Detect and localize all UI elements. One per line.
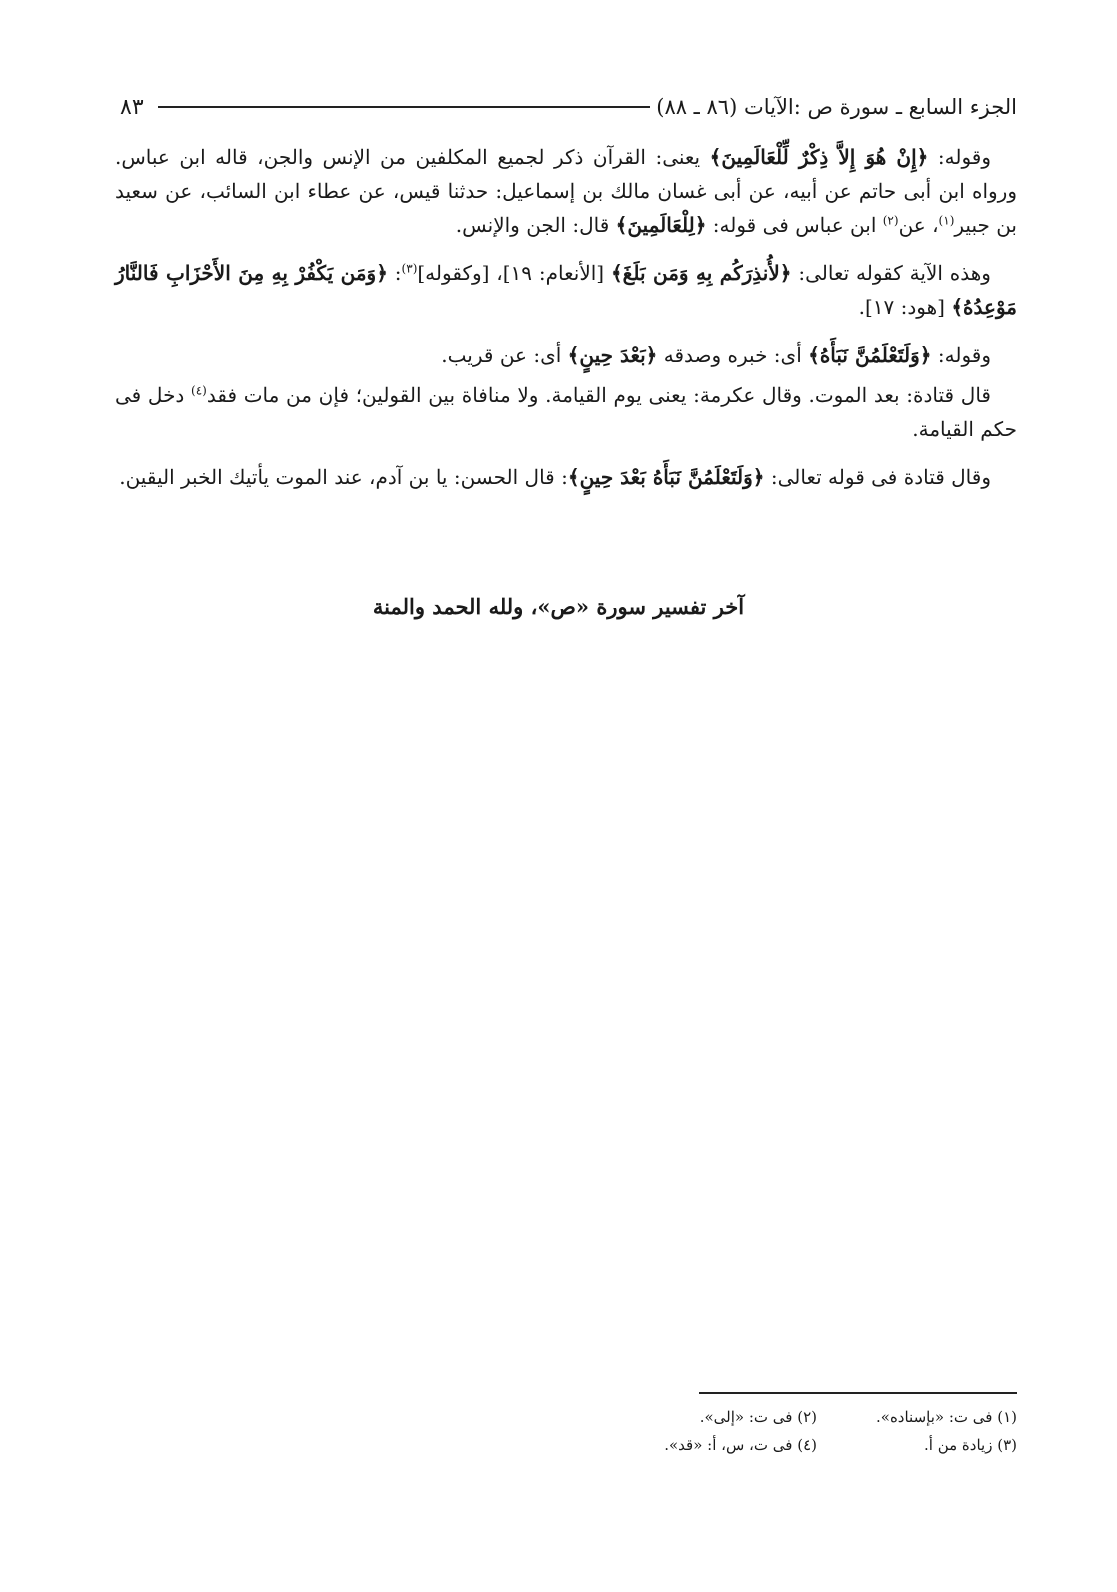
text-run: قال قتادة: بعد الموت. وقال عكرمة: يعنى يوم القيامة. ولا منافاة بين القولين؛ فإن من مات فقد — [206, 383, 991, 407]
footnote-row — [497, 1431, 1017, 1459]
text-run: وقال قتادة فى قوله تعالى: — [764, 465, 991, 489]
main-text — [115, 140, 1017, 508]
footnote-2: (٢) فى ت: «إلى». — [699, 1408, 817, 1426]
footnote-4: (٤) فى ت، س، أ: «قد». — [664, 1436, 817, 1454]
footnote-ref-3: (٣) — [401, 261, 418, 276]
paragraph-5 — [115, 460, 1017, 494]
footnote-3: (٣) زيادة من أ. — [924, 1436, 1017, 1454]
footnote-1: (١) فى ت: «بإسناده». — [876, 1408, 1017, 1426]
header-title: الجزء السابع ـ سورة ص :الآيات (٨٦ ـ ٨٨) — [656, 95, 1017, 119]
text-run: دخل فى حكم القيامة. — [115, 383, 1017, 441]
paragraph-2 — [115, 256, 1017, 324]
footnote-ref-4: (٤) — [191, 383, 207, 398]
quran-quote: ﴿إِنْ هُوَ إِلاَّ ذِكْرٌ لِّلْعَالَمِينَ﴾ — [709, 145, 929, 169]
quran-quote: ﴿وَلَتَعْلَمُنَّ نَبَأَهُ﴾ — [808, 343, 932, 367]
quran-quote: ﴿بَعْدَ حِينٍ﴾ — [567, 343, 658, 367]
footnote-ref-2: (٢) — [882, 213, 899, 228]
quran-quote: ﴿لِلْعَالَمِينَ﴾ — [615, 213, 707, 237]
text-run: يعنى: القرآن ذكر لجميع المكلفين من الإنس والجن، قاله ابن عباس. ورواه ابن أبى حاتم عن أبيه، عن أبى غسان مالك بن إسماعيل: حدثنا قيس، عن عطاء ابن السائب، عن سعيد بن جبير — [115, 145, 1017, 237]
footnote-row — [497, 1403, 1017, 1431]
closing-line: آخر تفسير سورة «ص»، ولله الحمد والمنة — [372, 594, 745, 619]
footnotes — [497, 1403, 1017, 1459]
text-run: أى: عن قريب. — [441, 343, 568, 367]
quran-quote: ﴿وَمَن يَكْفُرْ بِهِ مِنَ الأَحْزَابِ فَالنَّارُ مَوْعِدُهُ﴾ — [115, 261, 1017, 319]
text-run: أى: خبره وصدقه — [657, 343, 809, 367]
footnote-ref-1: (١) — [938, 213, 955, 228]
quran-quote: ﴿وَلَتَعْلَمُنَّ نَبَأَهُ بَعْدَ حِينٍ﴾ — [567, 465, 765, 489]
page-number: ٨٣ — [120, 94, 144, 120]
text-run: وقوله: — [928, 145, 991, 169]
quran-quote: ﴿لأُنذِرَكُم بِهِ وَمَن بَلَغَ﴾ — [610, 261, 792, 285]
running-header — [120, 90, 1017, 124]
text-run: [الأنعام: ١٩]، [وكقوله] — [417, 261, 611, 285]
text-run: ، عن — [898, 213, 939, 237]
text-run: ابن عباس فى قوله: — [706, 213, 883, 237]
paragraph-1 — [115, 140, 1017, 242]
text-run: : قال الحسن: يا بن آدم، عند الموت يأتيك الخبر اليقين. — [119, 465, 568, 489]
header-rule — [158, 106, 651, 108]
text-run: قال: الجن والإنس. — [455, 213, 616, 237]
paragraph-4 — [115, 378, 1017, 446]
footnote-divider — [699, 1392, 1017, 1394]
text-run: وهذه الآية كقوله تعالى: — [791, 261, 991, 285]
paragraph-3 — [115, 338, 1017, 372]
text-run: وقوله: — [931, 343, 991, 367]
text-run: : — [387, 261, 402, 285]
text-run: [هود: ١٧]. — [858, 295, 952, 319]
